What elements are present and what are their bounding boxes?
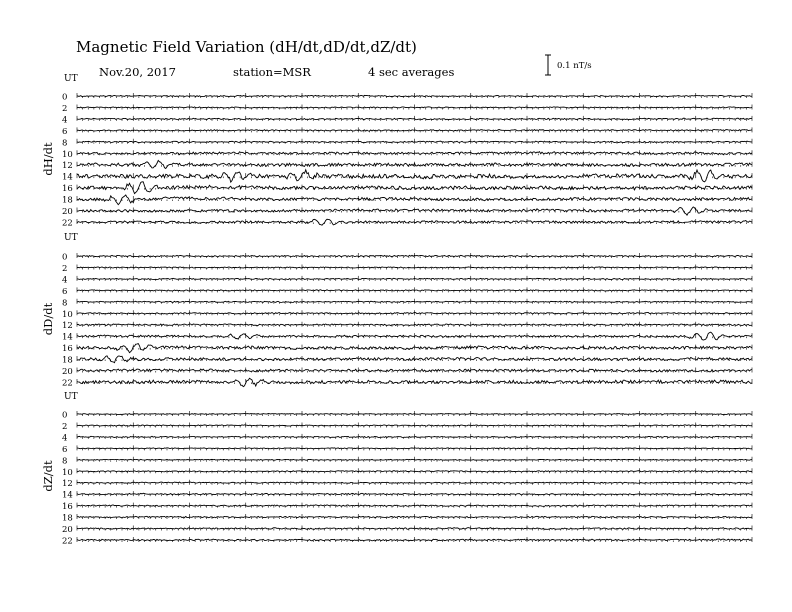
ut-row-label: 10 xyxy=(62,467,73,478)
ut-row-label: 22 xyxy=(62,536,73,547)
panel-ylabel: dH/dt xyxy=(41,142,55,176)
ut-row-label: 22 xyxy=(62,378,73,389)
ut-row-label: 2 xyxy=(62,421,68,432)
trace-line xyxy=(77,182,752,194)
ut-row-label: 4 xyxy=(62,275,68,286)
ut-row-label: 18 xyxy=(62,355,73,366)
ut-row-label: 12 xyxy=(62,321,73,332)
ut-row-label: 22 xyxy=(62,218,73,229)
ut-row-label: 10 xyxy=(62,309,73,320)
ut-row-label: 16 xyxy=(62,344,73,355)
ut-row-label: 14 xyxy=(62,490,73,501)
ut-row-label: 8 xyxy=(62,298,68,309)
ut-row-label: 20 xyxy=(62,207,73,217)
ut-row-label: 6 xyxy=(62,126,68,137)
station-label: station=MSR xyxy=(233,65,311,79)
ut-row-label: 0 xyxy=(62,410,68,421)
ut-axis-label: UT xyxy=(64,392,78,402)
ut-row-label: 0 xyxy=(62,252,68,263)
time-ticks xyxy=(77,139,752,144)
scale-bar-label: 0.1 nT/s xyxy=(557,61,592,71)
time-ticks xyxy=(77,208,752,213)
ut-row-label: 8 xyxy=(62,456,68,467)
panel-ylabel: dZ/dt xyxy=(41,460,55,492)
ut-row-label: 2 xyxy=(62,263,68,274)
ut-row-label: 12 xyxy=(62,479,73,490)
trace-line xyxy=(77,170,752,182)
ut-row-label: 20 xyxy=(62,525,73,535)
ut-row-label: 20 xyxy=(62,367,73,377)
ut-row-label: 14 xyxy=(62,332,73,343)
ut-row-label: 4 xyxy=(62,115,68,126)
ut-row-label: 16 xyxy=(62,184,73,195)
ut-row-label: 8 xyxy=(62,138,68,149)
ut-row-label: 12 xyxy=(62,161,73,172)
ut-row-label: 14 xyxy=(62,172,73,183)
ut-row-label: 6 xyxy=(62,444,68,455)
ut-row-label: 6 xyxy=(62,286,68,297)
panel-ylabel: dD/dt xyxy=(41,302,55,336)
time-ticks xyxy=(77,422,752,427)
ut-row-label: 18 xyxy=(62,513,73,524)
ut-axis-label: UT xyxy=(64,74,78,84)
ut-axis-label: UT xyxy=(64,233,78,243)
figure-title: Magnetic Field Variation (dH/dt,dD/dt,dZ/dt) xyxy=(76,38,417,56)
ut-row-label: 10 xyxy=(62,149,73,160)
averaging-label: 4 sec averages xyxy=(368,65,455,79)
ut-row-label: 16 xyxy=(62,502,73,513)
ut-row-label: 18 xyxy=(62,195,73,206)
date-label: Nov.20, 2017 xyxy=(99,65,176,79)
ut-row-label: 4 xyxy=(62,433,68,444)
ut-row-label: 0 xyxy=(62,92,68,103)
ut-row-label: 2 xyxy=(62,103,68,114)
